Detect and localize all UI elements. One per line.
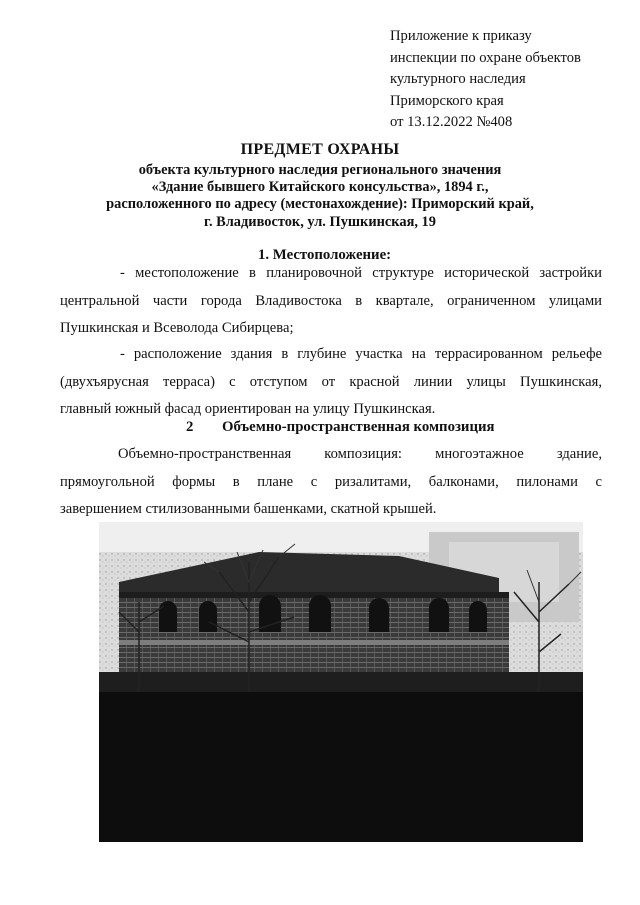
appendix-line: Приморского края xyxy=(390,92,504,109)
building-photo xyxy=(99,522,583,842)
text-line: центральной части города Владивостока в квартале, ограниченном улицами xyxy=(60,292,602,309)
document-subtitle xyxy=(0,162,640,231)
section-1-item-2 xyxy=(60,341,602,424)
section-2-heading: Объемно-пространственная композиция xyxy=(222,419,495,435)
subtitle-line: «Здание бывшего Китайского консульства», 1894 г., xyxy=(151,179,489,196)
section-1-item-1 xyxy=(60,260,602,343)
document-title: ПРЕДМЕТ ОХРАНЫ xyxy=(240,141,400,158)
text-line: Пушкинская и Всеволода Сибирцева; xyxy=(60,320,294,336)
appendix-line: культурного наследия xyxy=(390,71,526,87)
text-line: завершением стилизованными башенками, скатной крышей. xyxy=(60,501,437,517)
section-2-text xyxy=(60,441,602,524)
appendix-line: от 13.12.2022 №408 xyxy=(390,114,513,130)
text-line: - расположение здания в глубине участка на террасированном рельефе xyxy=(120,346,602,362)
text-line: - местоположение в планировочной структуре исторической застройки xyxy=(120,265,602,281)
text-line: (двухъярусная терраса) с отступом от красной линии улицы Пушкинская, xyxy=(60,373,602,390)
text-line: Объемно-пространственная композиция: многоэтажное здание, xyxy=(118,446,602,462)
appendix-note xyxy=(390,26,630,134)
text-line: главный южный фасад ориентирован на улицу Пушкинская. xyxy=(60,401,436,417)
appendix-line: инспекции по охране объектов xyxy=(390,49,581,66)
subtitle-line: объекта культурного наследия регионального значения xyxy=(138,162,502,178)
section-2-number: 2 xyxy=(186,419,194,435)
section-1-heading: 1. Местоположение: xyxy=(258,247,392,263)
subtitle-line: расположенного по адресу (местонахождение): Приморский край, xyxy=(106,196,534,213)
appendix-line: Приложение к приказу xyxy=(390,28,532,44)
subtitle-line: г. Владивосток, ул. Пушкинская, 19 xyxy=(204,213,436,230)
text-line: прямоугольной формы в плане с ризалитами, балконами, пилонами с xyxy=(60,473,602,490)
